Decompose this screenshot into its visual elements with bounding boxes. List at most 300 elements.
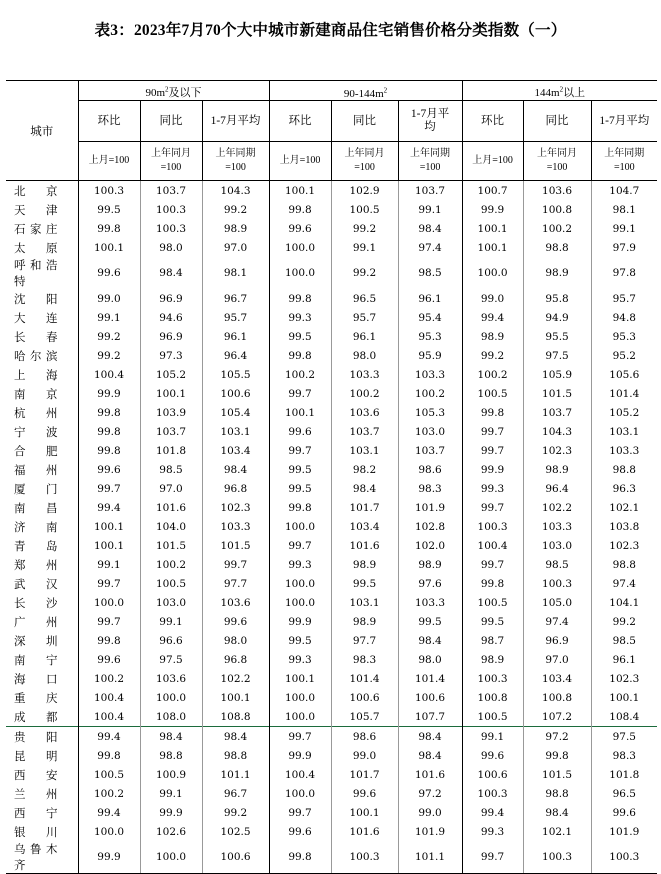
- index-value-cell: 103.3: [331, 365, 398, 384]
- index-value-cell: 99.5: [78, 200, 140, 219]
- index-value-cell: 99.6: [269, 422, 331, 441]
- base-header: 上年同期 =100: [202, 142, 269, 181]
- index-value-cell: 99.0: [78, 289, 140, 308]
- index-value-cell: 98.8: [591, 460, 657, 479]
- index-value-cell: 101.6: [140, 498, 202, 517]
- index-value-cell: 99.8: [78, 403, 140, 422]
- index-value-cell: 97.2: [398, 784, 462, 803]
- index-value-cell: 99.9: [78, 384, 140, 403]
- index-value-cell: 99.3: [269, 555, 331, 574]
- index-value-cell: 94.9: [523, 308, 591, 327]
- index-value-cell: 99.7: [202, 555, 269, 574]
- index-value-cell: 101.1: [202, 765, 269, 784]
- index-value-cell: 99.7: [269, 384, 331, 403]
- index-value-cell: 100.2: [140, 555, 202, 574]
- index-value-cell: 95.3: [591, 327, 657, 346]
- index-value-cell: 103.3: [591, 441, 657, 460]
- table-row: [6, 327, 657, 346]
- index-value-cell: 103.1: [331, 441, 398, 460]
- index-value-cell: 102.9: [331, 181, 398, 201]
- index-value-cell: 100.6: [462, 765, 523, 784]
- index-value-cell: 99.2: [78, 327, 140, 346]
- city-name-cell: 乌鲁木齐: [6, 841, 78, 874]
- index-value-cell: 100.4: [78, 707, 140, 727]
- index-value-cell: 99.7: [462, 498, 523, 517]
- index-value-cell: 101.6: [331, 822, 398, 841]
- index-value-cell: 99.6: [591, 803, 657, 822]
- index-value-cell: 100.5: [140, 574, 202, 593]
- index-value-cell: 97.5: [523, 346, 591, 365]
- index-value-cell: 98.9: [523, 257, 591, 289]
- index-value-cell: 100.3: [78, 181, 140, 201]
- table-row: [6, 631, 657, 650]
- index-value-cell: 99.1: [140, 784, 202, 803]
- index-value-cell: 96.1: [331, 327, 398, 346]
- index-value-cell: 97.2: [523, 727, 591, 747]
- index-value-cell: 96.6: [140, 631, 202, 650]
- index-value-cell: 99.8: [78, 219, 140, 238]
- index-value-cell: 98.9: [398, 555, 462, 574]
- city-name-cell: 福州: [14, 464, 58, 477]
- index-value-cell: 97.7: [202, 574, 269, 593]
- index-value-cell: 102.2: [202, 669, 269, 688]
- index-value-cell: 100.1: [269, 181, 331, 201]
- index-value-cell: 96.1: [202, 327, 269, 346]
- index-value-cell: 97.5: [591, 727, 657, 747]
- index-value-cell: 100.3: [331, 841, 398, 874]
- index-value-cell: 98.9: [331, 612, 398, 631]
- index-value-cell: 97.4: [523, 612, 591, 631]
- index-value-cell: 99.8: [523, 746, 591, 765]
- index-value-cell: 96.7: [202, 289, 269, 308]
- index-value-cell: 101.9: [398, 498, 462, 517]
- index-value-cell: 101.9: [591, 822, 657, 841]
- index-value-cell: 100.1: [269, 403, 331, 422]
- city-name-cell: 昆明: [14, 750, 58, 763]
- index-value-cell: 96.9: [140, 289, 202, 308]
- index-value-cell: 100.1: [78, 238, 140, 257]
- index-value-cell: 104.7: [591, 181, 657, 201]
- index-value-cell: 105.3: [398, 403, 462, 422]
- index-value-cell: 100.3: [523, 574, 591, 593]
- index-value-cell: 96.8: [202, 650, 269, 669]
- index-value-cell: 99.2: [331, 219, 398, 238]
- index-value-cell: 100.2: [269, 365, 331, 384]
- table-row: [6, 308, 657, 327]
- index-value-cell: 99.1: [78, 308, 140, 327]
- index-value-cell: 103.3: [202, 517, 269, 536]
- index-value-cell: 99.9: [78, 841, 140, 874]
- index-value-cell: 99.2: [202, 200, 269, 219]
- index-value-cell: 102.0: [398, 536, 462, 555]
- index-value-cell: 95.9: [398, 346, 462, 365]
- index-value-cell: 99.7: [269, 727, 331, 747]
- group-header-medium: $90-144m^2$: [269, 81, 462, 101]
- index-value-cell: 98.5: [523, 555, 591, 574]
- index-value-cell: 103.3: [398, 365, 462, 384]
- index-value-cell: 98.4: [523, 803, 591, 822]
- index-value-cell: 100.0: [269, 784, 331, 803]
- index-value-cell: 99.3: [462, 822, 523, 841]
- base-header: 上年同期 =100: [398, 142, 462, 181]
- index-value-cell: 100.6: [202, 841, 269, 874]
- index-value-cell: 99.3: [269, 650, 331, 669]
- table-row: [6, 422, 657, 441]
- base-header: 上年同月 =100: [140, 142, 202, 181]
- index-value-cell: 100.0: [269, 574, 331, 593]
- index-value-cell: 99.6: [78, 650, 140, 669]
- city-name-cell: 银川: [14, 826, 58, 839]
- index-value-cell: 104.1: [591, 593, 657, 612]
- city-name-cell: 长沙: [14, 597, 58, 610]
- index-value-cell: 100.0: [140, 688, 202, 707]
- index-value-cell: 95.7: [202, 308, 269, 327]
- city-name-cell: 长春: [14, 331, 58, 344]
- city-name-cell: 大连: [14, 312, 58, 325]
- index-value-cell: 99.6: [78, 460, 140, 479]
- index-value-cell: 103.6: [331, 403, 398, 422]
- metric-header: 同比: [331, 101, 398, 142]
- index-value-cell: 98.4: [202, 460, 269, 479]
- index-value-cell: 100.4: [78, 365, 140, 384]
- table-title: 表3：2023年7月70个大中城市新建商品住宅销售价格分类指数（一）: [94, 22, 567, 39]
- index-value-cell: 105.7: [331, 707, 398, 727]
- index-value-cell: 102.1: [591, 498, 657, 517]
- table-row: [6, 460, 657, 479]
- metric-header: 1-7月平 均: [398, 101, 462, 142]
- index-value-cell: 101.7: [331, 765, 398, 784]
- index-value-cell: 99.5: [269, 327, 331, 346]
- city-name-cell: 深圳: [14, 635, 58, 648]
- city-name-cell: 南昌: [14, 502, 58, 515]
- index-value-cell: 95.8: [523, 289, 591, 308]
- city-name-cell: 上海: [14, 369, 58, 382]
- index-value-cell: 99.0: [398, 803, 462, 822]
- table-row: [6, 707, 657, 727]
- index-value-cell: 100.4: [78, 688, 140, 707]
- table-row: [6, 784, 657, 803]
- index-value-cell: 100.0: [269, 688, 331, 707]
- base-header: 上年同月 =100: [331, 142, 398, 181]
- index-value-cell: 107.2: [523, 707, 591, 727]
- index-value-cell: 97.0: [202, 238, 269, 257]
- index-value-cell: 99.6: [202, 612, 269, 631]
- index-value-cell: 97.4: [591, 574, 657, 593]
- index-value-cell: 101.6: [331, 536, 398, 555]
- index-value-cell: 99.3: [462, 479, 523, 498]
- index-value-cell: 99.2: [78, 346, 140, 365]
- index-value-cell: 99.0: [462, 289, 523, 308]
- group-header-small: $90m^2$及以下: [78, 81, 269, 101]
- city-name-cell: 呼和浩特: [14, 260, 58, 288]
- index-value-cell: 100.1: [462, 238, 523, 257]
- city-name-cell: 青岛: [14, 540, 58, 553]
- index-value-cell: 102.5: [202, 822, 269, 841]
- index-value-cell: 100.0: [269, 707, 331, 727]
- table-row: [6, 200, 657, 219]
- index-value-cell: 98.9: [462, 327, 523, 346]
- index-value-cell: 98.0: [140, 238, 202, 257]
- index-value-cell: 97.6: [398, 574, 462, 593]
- index-value-cell: 100.3: [140, 219, 202, 238]
- index-value-cell: 99.9: [462, 200, 523, 219]
- table-row: [6, 650, 657, 669]
- city-name-cell: 贵阳: [6, 727, 78, 747]
- index-value-cell: 100.7: [462, 181, 523, 201]
- index-value-cell: 98.0: [331, 346, 398, 365]
- index-value-cell: 103.1: [591, 422, 657, 441]
- index-value-cell: 98.8: [523, 238, 591, 257]
- index-value-cell: 103.7: [140, 181, 202, 201]
- index-value-cell: 99.8: [462, 403, 523, 422]
- index-value-cell: 98.7: [462, 631, 523, 650]
- index-value-cell: 98.4: [398, 746, 462, 765]
- index-value-cell: 103.4: [202, 441, 269, 460]
- index-value-cell: 97.4: [398, 238, 462, 257]
- index-value-cell: 99.1: [78, 555, 140, 574]
- price-index-table: [6, 80, 657, 874]
- index-value-cell: 103.1: [202, 422, 269, 441]
- table-row: [6, 536, 657, 555]
- index-value-cell: 100.2: [398, 384, 462, 403]
- index-value-cell: 99.8: [269, 346, 331, 365]
- index-value-cell: 97.3: [140, 346, 202, 365]
- index-value-cell: 96.4: [523, 479, 591, 498]
- index-value-cell: 103.7: [398, 181, 462, 201]
- table-row: [6, 593, 657, 612]
- index-value-cell: 99.1: [331, 238, 398, 257]
- index-value-cell: 99.7: [462, 841, 523, 874]
- index-value-cell: 103.0: [140, 593, 202, 612]
- index-value-cell: 100.8: [462, 688, 523, 707]
- index-value-cell: 98.8: [591, 555, 657, 574]
- index-value-cell: 102.1: [523, 822, 591, 841]
- index-value-cell: 99.9: [462, 460, 523, 479]
- index-value-cell: 107.7: [398, 707, 462, 727]
- index-value-cell: 100.1: [269, 669, 331, 688]
- index-value-cell: 105.6: [591, 365, 657, 384]
- index-value-cell: 100.3: [523, 841, 591, 874]
- index-value-cell: 101.8: [140, 441, 202, 460]
- index-value-cell: 100.5: [462, 593, 523, 612]
- index-value-cell: 99.9: [140, 803, 202, 822]
- base-header: 上年同期 =100: [591, 142, 657, 181]
- city-name-cell: 北京: [14, 185, 58, 198]
- index-value-cell: 99.5: [462, 612, 523, 631]
- index-value-cell: 100.2: [523, 219, 591, 238]
- index-value-cell: 101.1: [398, 841, 462, 874]
- index-value-cell: 101.9: [398, 822, 462, 841]
- table-row: [6, 479, 657, 498]
- index-value-cell: 103.6: [140, 669, 202, 688]
- index-value-cell: 99.6: [269, 219, 331, 238]
- index-value-cell: 98.4: [398, 631, 462, 650]
- index-value-cell: 100.1: [591, 688, 657, 707]
- city-name-cell: 重庆: [14, 692, 58, 705]
- index-value-cell: 99.5: [398, 612, 462, 631]
- index-value-cell: 99.9: [269, 746, 331, 765]
- index-value-cell: 100.0: [269, 517, 331, 536]
- table-row: [6, 612, 657, 631]
- city-name-cell: 南京: [14, 388, 58, 401]
- table-row: [6, 555, 657, 574]
- index-value-cell: 100.2: [462, 365, 523, 384]
- index-value-cell: 99.6: [331, 784, 398, 803]
- index-value-cell: 101.5: [202, 536, 269, 555]
- index-value-cell: 105.0: [523, 593, 591, 612]
- city-name-cell: 太原: [14, 242, 58, 255]
- index-value-cell: 99.5: [269, 460, 331, 479]
- index-value-cell: 99.7: [78, 479, 140, 498]
- table-body: [6, 181, 657, 874]
- index-value-cell: 103.0: [398, 422, 462, 441]
- table-row: [6, 688, 657, 707]
- index-value-cell: 100.0: [78, 822, 140, 841]
- index-value-cell: 96.7: [202, 784, 269, 803]
- index-value-cell: 99.7: [462, 422, 523, 441]
- index-value-cell: 96.9: [140, 327, 202, 346]
- index-value-cell: 100.9: [140, 765, 202, 784]
- index-value-cell: 103.7: [523, 403, 591, 422]
- metric-header: 环比: [269, 101, 331, 142]
- metric-header: 同比: [523, 101, 591, 142]
- city-column-header: 城市: [6, 81, 78, 181]
- table-row: [6, 441, 657, 460]
- index-value-cell: 105.9: [523, 365, 591, 384]
- index-value-cell: 103.1: [331, 593, 398, 612]
- index-value-cell: 102.2: [523, 498, 591, 517]
- index-value-cell: 98.4: [202, 727, 269, 747]
- table-row: [6, 257, 657, 289]
- index-value-cell: 103.0: [523, 536, 591, 555]
- city-name-cell: 武汉: [14, 578, 58, 591]
- index-value-cell: 103.7: [140, 422, 202, 441]
- index-value-cell: 100.1: [78, 536, 140, 555]
- index-value-cell: 96.4: [202, 346, 269, 365]
- index-value-cell: 104.0: [140, 517, 202, 536]
- table-row: [6, 219, 657, 238]
- index-value-cell: 99.4: [462, 803, 523, 822]
- index-value-cell: 100.0: [462, 257, 523, 289]
- index-value-cell: 103.6: [202, 593, 269, 612]
- index-value-cell: 100.4: [269, 765, 331, 784]
- index-value-cell: 99.7: [462, 441, 523, 460]
- index-value-cell: 99.2: [462, 346, 523, 365]
- group-header-large: $144m^2$以上: [462, 81, 657, 101]
- index-value-cell: 99.3: [269, 308, 331, 327]
- index-value-cell: 102.3: [202, 498, 269, 517]
- index-value-cell: 100.3: [462, 784, 523, 803]
- index-value-cell: 99.4: [78, 727, 140, 747]
- index-value-cell: 95.7: [331, 308, 398, 327]
- index-value-cell: 108.4: [591, 707, 657, 727]
- table-row: [6, 669, 657, 688]
- index-value-cell: 95.2: [591, 346, 657, 365]
- index-value-cell: 97.5: [140, 650, 202, 669]
- city-name-cell: 广州: [14, 616, 58, 629]
- city-name-cell: 石家庄: [14, 223, 58, 236]
- index-value-cell: 103.3: [398, 593, 462, 612]
- index-value-cell: 99.1: [591, 219, 657, 238]
- index-value-cell: 98.1: [202, 257, 269, 289]
- index-value-cell: 98.8: [523, 784, 591, 803]
- index-value-cell: 98.4: [398, 727, 462, 747]
- index-value-cell: 102.3: [591, 536, 657, 555]
- index-value-cell: 102.3: [523, 441, 591, 460]
- index-value-cell: 98.9: [202, 219, 269, 238]
- city-name-cell: 厦门: [14, 483, 58, 496]
- index-value-cell: 99.5: [269, 631, 331, 650]
- index-value-cell: 100.2: [331, 384, 398, 403]
- index-value-cell: 102.3: [591, 669, 657, 688]
- index-value-cell: 105.2: [140, 365, 202, 384]
- index-value-cell: 99.5: [269, 479, 331, 498]
- table-row: [6, 289, 657, 308]
- index-value-cell: 100.2: [78, 669, 140, 688]
- index-value-cell: 98.8: [140, 746, 202, 765]
- index-value-cell: 101.7: [331, 498, 398, 517]
- index-value-cell: 98.0: [202, 631, 269, 650]
- index-value-cell: 99.8: [269, 289, 331, 308]
- base-header-row: [6, 142, 657, 181]
- index-value-cell: 97.8: [591, 257, 657, 289]
- index-value-cell: 99.8: [269, 498, 331, 517]
- index-value-cell: 99.6: [462, 746, 523, 765]
- table-row: [6, 403, 657, 422]
- index-value-cell: 99.7: [78, 574, 140, 593]
- index-value-cell: 99.7: [269, 803, 331, 822]
- index-value-cell: 100.6: [202, 384, 269, 403]
- index-value-cell: 98.3: [331, 650, 398, 669]
- index-value-cell: 98.4: [140, 257, 202, 289]
- index-value-cell: 99.9: [269, 612, 331, 631]
- index-value-cell: 100.1: [78, 517, 140, 536]
- city-name-cell: 西安: [14, 769, 58, 782]
- index-value-cell: 99.4: [78, 803, 140, 822]
- index-value-cell: 100.4: [462, 536, 523, 555]
- index-value-cell: 99.2: [202, 803, 269, 822]
- index-value-cell: 99.8: [462, 574, 523, 593]
- metric-header: 1-7月平均: [591, 101, 657, 142]
- index-value-cell: 99.2: [331, 257, 398, 289]
- index-value-cell: 100.1: [462, 219, 523, 238]
- index-value-cell: 104.3: [523, 422, 591, 441]
- index-value-cell: 99.7: [78, 612, 140, 631]
- index-value-cell: 98.1: [591, 200, 657, 219]
- metric-header: 环比: [462, 101, 523, 142]
- index-value-cell: 100.0: [78, 593, 140, 612]
- index-value-cell: 96.3: [591, 479, 657, 498]
- city-name-cell: 郑州: [14, 559, 58, 572]
- index-value-cell: 103.8: [591, 517, 657, 536]
- index-value-cell: 100.6: [398, 688, 462, 707]
- index-value-cell: 98.5: [591, 631, 657, 650]
- metric-header: 1-7月平均: [202, 101, 269, 142]
- index-value-cell: 101.5: [523, 384, 591, 403]
- index-value-cell: 99.7: [462, 555, 523, 574]
- index-value-cell: 94.8: [591, 308, 657, 327]
- index-value-cell: 99.0: [331, 746, 398, 765]
- index-value-cell: 95.3: [398, 327, 462, 346]
- index-value-cell: 99.7: [269, 536, 331, 555]
- base-header: 上月=100: [269, 142, 331, 181]
- index-value-cell: 99.7: [269, 441, 331, 460]
- index-value-cell: 97.9: [591, 238, 657, 257]
- index-value-cell: 103.6: [523, 181, 591, 201]
- index-value-cell: 97.0: [140, 479, 202, 498]
- index-value-cell: 99.8: [78, 441, 140, 460]
- metric-header: 环比: [78, 101, 140, 142]
